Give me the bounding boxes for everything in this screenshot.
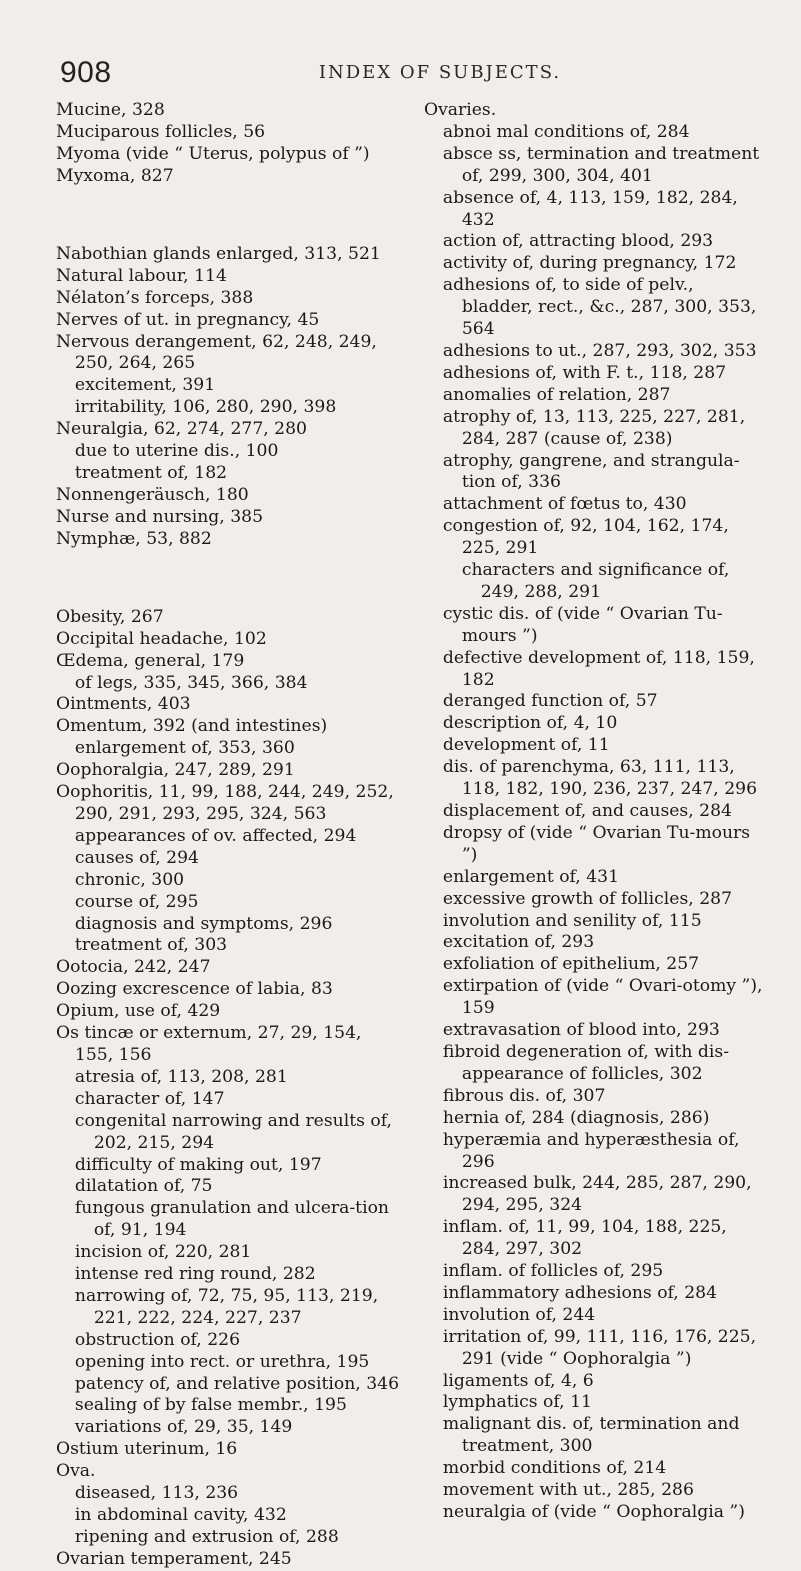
index-subentry: atresia of, 113, 208, 281 bbox=[74, 1066, 288, 1087]
index-entry: Ootocia, 242, 247 bbox=[56, 957, 211, 978]
index-subentry: inflam. of follicles of, 295 bbox=[442, 1261, 664, 1282]
index-subentry: action of, attracting blood, 293 bbox=[442, 231, 714, 252]
index-subentry: malignant dis. of, termination and treatment, 300 bbox=[442, 1414, 740, 1457]
index-subentry: treatment of, 303 bbox=[74, 935, 228, 956]
index-subentry: due to uterine dis., 100 bbox=[74, 441, 279, 462]
index-subentry: anomalies of relation, 287 bbox=[442, 384, 671, 405]
index-subentry: narrowing of, 72, 75, 95, 113, 219, 221, 222, 224, 227, 237 bbox=[74, 1285, 379, 1328]
index-entry: Nurse and nursing, 385 bbox=[56, 506, 264, 527]
index-entry: Myxoma, 827 bbox=[56, 165, 174, 186]
index-entry: Neuralgia, 62, 274, 277, 280 bbox=[56, 419, 307, 440]
index-entry: Nerves of ut. in pregnancy, 45 bbox=[56, 309, 320, 330]
index-entry: Ovarian temperament, 245 bbox=[56, 1548, 292, 1569]
index-subentry: description of, 4, 10 bbox=[442, 713, 618, 734]
index-subentry: irritation of, 99, 111, 116, 176, 225, 291 (vide “ Oophoralgia ”) bbox=[442, 1326, 757, 1369]
index-subentry: involution and senility of, 115 bbox=[442, 910, 702, 931]
index-entry: Ovaries. bbox=[424, 100, 497, 120]
index-subentry: congestion of, 92, 104, 162, 174, 225, 291 bbox=[442, 516, 729, 559]
index-subentry: obstruction of, 226 bbox=[74, 1329, 241, 1350]
index-subentry: activity of, during pregnancy, 172 bbox=[442, 253, 737, 274]
index-section-gap bbox=[56, 205, 401, 227]
index-subentry: neuralgia of (vide “ Oophoralgia ”) bbox=[442, 1502, 745, 1522]
index-subentry: dilatation of, 75 bbox=[74, 1176, 213, 1197]
index-subentry: hyperæmia and hyperæsthesia of, 296 bbox=[442, 1129, 740, 1172]
index-subentry: movement with ut., 285, 286 bbox=[442, 1480, 694, 1501]
index-entry: Mucine, 328 bbox=[56, 100, 165, 120]
index-subentry: atrophy of, 13, 113, 225, 227, 281, 284, 287 (cause of, 238) bbox=[442, 406, 746, 449]
index-subentry: extirpation of (vide “ Ovari-otomy ”), 159 bbox=[442, 976, 763, 1019]
index-entry: Nélaton’s forceps, 388 bbox=[56, 287, 254, 308]
index-subentry: excitement, 391 bbox=[74, 375, 216, 396]
index-subentry: extravasation of blood into, 293 bbox=[442, 1020, 720, 1041]
index-entry: Oophoralgia, 247, 289, 291 bbox=[56, 760, 295, 781]
index-subentry: absence of, 4, 113, 159, 182, 284, 432 bbox=[442, 187, 738, 230]
index-entry: Nervous derangement, 62, 248, 249, 250, 264, 265 bbox=[56, 331, 377, 374]
index-subentry: treatment of, 182 bbox=[74, 462, 228, 483]
index-subentry: appearances of ov. affected, 294 bbox=[74, 825, 357, 846]
index-subentry: defective development of, 118, 159, 182 bbox=[442, 647, 755, 690]
index-subentry: irritability, 106, 280, 290, 398 bbox=[74, 397, 337, 418]
index-subentry: causes of, 294 bbox=[74, 847, 199, 868]
index-section-gap bbox=[56, 568, 401, 590]
index-subentry: excessive growth of follicles, 287 bbox=[442, 888, 733, 909]
index-subentry: congenital narrowing and results of, 202, 215, 294 bbox=[74, 1110, 392, 1153]
index-subentry: lymphatics of, 11 bbox=[442, 1392, 592, 1413]
index-subentry: enlargement of, 431 bbox=[442, 866, 620, 887]
page-header bbox=[60, 56, 760, 90]
index-subentry: diseased, 113, 236 bbox=[74, 1483, 239, 1504]
index-entry: Os tincæ or externum, 27, 29, 154, 155, 156 bbox=[56, 1023, 362, 1065]
index-subentry: inflammatory adhesions of, 284 bbox=[442, 1282, 718, 1303]
index-subentry: increased bulk, 244, 285, 287, 290, 294, 295, 324 bbox=[442, 1173, 752, 1216]
index-entry: Œdema, general, 179 bbox=[56, 650, 245, 671]
index-subentry: excitation of, 293 bbox=[442, 932, 595, 953]
running-title: INDEX OF SUBJECTS. bbox=[318, 62, 562, 83]
index-subentry: morbid conditions of, 214 bbox=[442, 1458, 667, 1479]
index-subentry: fibroid degeneration of, with dis-appearance of follicles, 302 bbox=[442, 1041, 730, 1084]
index-entry: Muciparous follicles, 56 bbox=[56, 121, 266, 142]
index-subentry: absce ss, termination and treatment of, 299, 300, 304, 401 bbox=[442, 143, 760, 186]
index-subentry: adhesions to ut., 287, 293, 302, 353 bbox=[442, 340, 757, 361]
index-entry: Ointments, 403 bbox=[56, 694, 191, 715]
index-subentry: enlargement of, 353, 360 bbox=[74, 738, 295, 759]
index-subentry: dis. of parenchyma, 63, 111, 113, 118, 182, 190, 236, 237, 247, 296 bbox=[442, 757, 758, 800]
index-subentry: character of, 147 bbox=[74, 1088, 225, 1109]
index-subentry: diagnosis and symptoms, 296 bbox=[74, 913, 333, 934]
index-entry: Nymphæ, 53, 882 bbox=[56, 528, 212, 549]
index-subentry: course of, 295 bbox=[74, 891, 199, 912]
index-subentry: displacement of, and causes, 284 bbox=[442, 801, 732, 821]
index-subentry: in abdominal cavity, 432 bbox=[74, 1505, 287, 1525]
index-subentry: chronic, 300 bbox=[74, 869, 185, 890]
index-column-left bbox=[56, 100, 401, 1571]
index-subentry: cystic dis. of (vide “ Ovarian Tu-mours ”) bbox=[442, 603, 723, 646]
index-subentry: opening into rect. or urethra, 195 bbox=[74, 1351, 370, 1372]
index-entry: Ostium uterinum, 16 bbox=[56, 1439, 238, 1460]
index-entry: Nabothian glands enlarged, 313, 521 bbox=[56, 243, 381, 264]
index-subentry: fungous granulation and ulcera-tion of, 91, 194 bbox=[74, 1198, 389, 1241]
index-subentry: incision of, 220, 281 bbox=[74, 1242, 252, 1263]
index-subentry: patency of, and relative position, 346 bbox=[74, 1373, 400, 1394]
index-entry: Oophoritis, 11, 99, 188, 244, 249, 252, 290, 291, 293, 295, 324, 563 bbox=[56, 782, 394, 824]
index-entry: Nonnengeräusch, 180 bbox=[56, 484, 249, 505]
index-subentry: dropsy of (vide “ Ovarian Tu-mours ”) bbox=[442, 822, 751, 865]
index-subentry: ligaments of, 4, 6 bbox=[442, 1370, 594, 1391]
index-subentry: adhesions of, to side of pelv., bladder, rect., &c., 287, 300, 353, 564 bbox=[442, 275, 757, 340]
index-subentry: ripening and extrusion of, 288 bbox=[74, 1526, 339, 1547]
index-subentry: deranged function of, 57 bbox=[442, 691, 658, 712]
index-entry: Myoma (vide “ Uterus, polypus of ”) bbox=[56, 143, 370, 164]
index-subentry: atrophy, gangrene, and strangula-tion of, 336 bbox=[442, 450, 740, 493]
index-subentry: sealing of by false membr., 195 bbox=[74, 1395, 347, 1416]
index-entry: Ova. bbox=[56, 1461, 96, 1482]
index-subentry: inflam. of, 11, 99, 104, 188, 225, 284, 297, 302 bbox=[442, 1217, 727, 1260]
index-subentry: development of, 11 bbox=[442, 735, 610, 756]
index-subentry: attachment of fœtus to, 430 bbox=[442, 494, 687, 515]
index-entry: Obesity, 267 bbox=[56, 606, 164, 627]
index-subentry: difficulty of making out, 197 bbox=[74, 1154, 322, 1175]
index-entry: Omentum, 392 (and intestines) bbox=[56, 716, 328, 737]
index-entry: Opium, use of, 429 bbox=[56, 1001, 221, 1022]
index-subentry: of legs, 335, 345, 366, 384 bbox=[74, 672, 308, 693]
index-entry: Oozing excrescence of labia, 83 bbox=[56, 979, 333, 1000]
index-subentry: intense red ring round, 282 bbox=[74, 1264, 316, 1285]
index-subentry: characters and significance of, 249, 288, 291 bbox=[461, 560, 730, 602]
index-subentry: exfoliation of epithelium, 257 bbox=[442, 954, 700, 975]
index-entry: Occipital headache, 102 bbox=[56, 628, 267, 649]
index-subentry: variations of, 29, 35, 149 bbox=[74, 1417, 293, 1438]
index-subentry: hernia of, 284 (diagnosis, 286) bbox=[442, 1107, 710, 1128]
index-subentry: adhesions of, with F. t., 118, 287 bbox=[442, 362, 727, 383]
index-subentry: abnoi mal conditions of, 284 bbox=[442, 121, 690, 142]
index-column-right bbox=[424, 100, 769, 1524]
page-number: 908 bbox=[60, 56, 112, 89]
index-entry: Natural labour, 114 bbox=[56, 265, 227, 286]
index-subentry: fibrous dis. of, 307 bbox=[442, 1085, 606, 1106]
index-subentry: involution of, 244 bbox=[442, 1304, 596, 1325]
